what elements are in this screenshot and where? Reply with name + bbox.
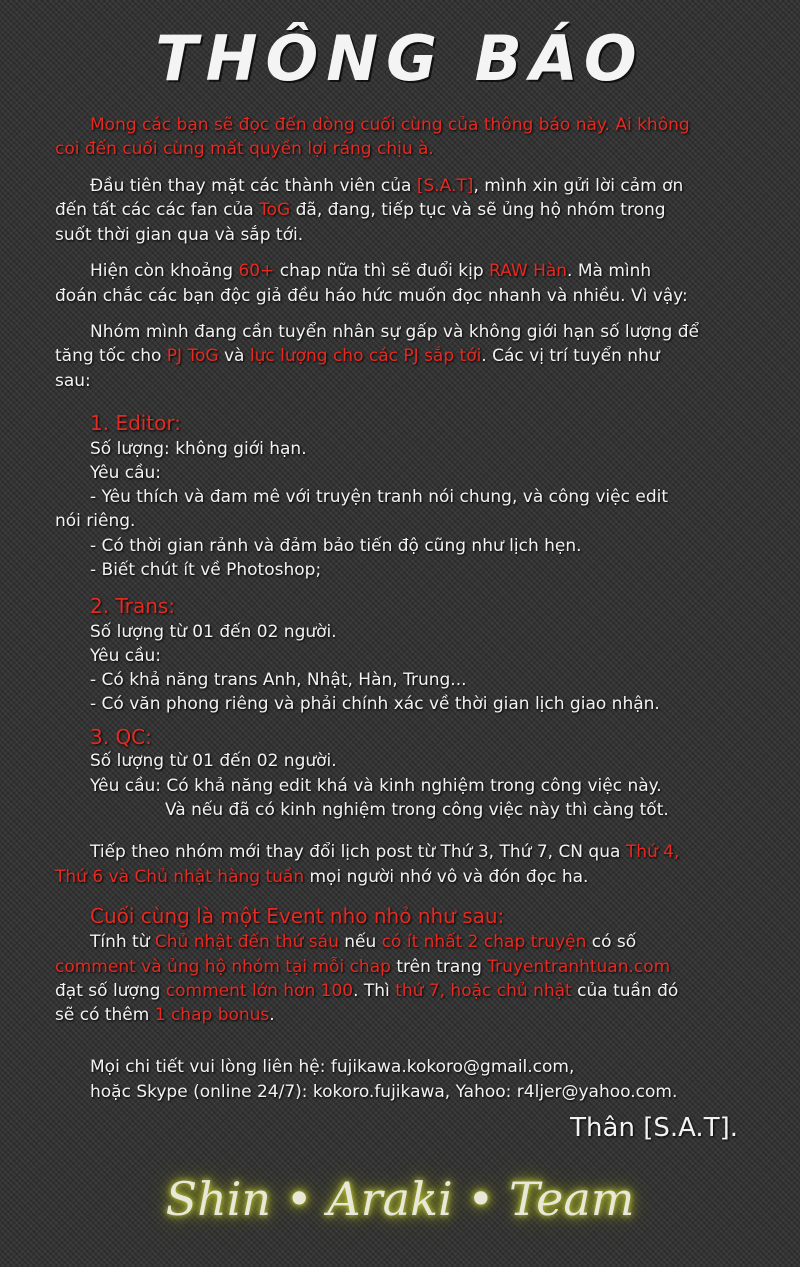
text-line [90, 931, 636, 953]
section-heading [90, 595, 175, 617]
highlighted-text: Thứ 4, [625, 842, 680, 862]
text-segment: có số [586, 932, 637, 952]
text-segment: . Các vị trí tuyển như [481, 346, 660, 366]
team-logo: Shin • Araki • Team [165, 1172, 635, 1226]
page-title: THÔNG BÁO [155, 22, 645, 95]
text-line [55, 956, 670, 978]
text-segment: Hiện còn khoảng [90, 261, 239, 281]
text-line [90, 775, 662, 797]
highlighted-text: ToG [259, 200, 291, 220]
text-segment: sau: [55, 371, 91, 391]
text-line [90, 1056, 574, 1078]
highlighted-text: Truyentranhtuan.com [487, 957, 671, 977]
text-segment: tăng tốc cho [55, 346, 167, 366]
highlighted-text: lực lượng cho các PJ sắp tới [249, 346, 482, 366]
text-line [55, 1004, 275, 1026]
text-segment: Số lượng từ 01 đến 02 người. [90, 751, 337, 771]
highlighted-text: thứ 7, hoặc chủ nhật [395, 981, 572, 1001]
text-segment: - Có khả năng trans Anh, Nhật, Hàn, Trung... [90, 670, 467, 690]
text-segment: - Biết chút ít về Photoshop; [90, 560, 322, 580]
text-segment: đến tất các các fan của [55, 200, 260, 220]
text-line [90, 321, 699, 343]
text-segment: , mình xin gửi lời cảm ơn [473, 176, 684, 196]
text-line [55, 980, 678, 1002]
highlighted-text: có ít nhất 2 chap truyện [381, 932, 587, 952]
text-line [165, 799, 669, 821]
text-line [90, 486, 668, 508]
text-segment: đạt số lượng [55, 981, 166, 1001]
highlighted-text: PJ ToG [166, 346, 219, 366]
text-line [55, 138, 434, 160]
highlighted-text: comment lớn hơn 100 [165, 981, 354, 1001]
text-segment: của tuần đó [571, 981, 679, 1001]
signature: Thân [S.A.T]. [570, 1113, 738, 1143]
highlighted-text: 3. QC: [90, 725, 152, 749]
text-line [90, 175, 683, 197]
text-segment: Mọi chi tiết vui lòng liên hệ: fujikawa.kokoro@gmail.com, [90, 1057, 575, 1077]
text-segment: đã, đang, tiếp tục và sẽ ủng hộ nhóm trong [290, 200, 666, 220]
text-segment: Đầu tiên thay mặt các thành viên của [90, 176, 417, 196]
section-heading [90, 726, 152, 748]
highlighted-text: Chủ nhật đến thứ sáu [154, 932, 339, 952]
text-segment: - Có thời gian rảnh và đảm bảo tiến độ cũng như lịch hẹn. [90, 536, 582, 556]
highlighted-text: coi đến cuối cùng mất quyền lợi ráng chịu à. [55, 139, 434, 159]
text-segment: Và nếu đã có kinh nghiệm trong công việc này thì càng tốt. [165, 800, 669, 820]
text-segment: Yêu cầu: [90, 646, 162, 666]
text-line [90, 669, 467, 691]
text-segment: sẽ có thêm [55, 1005, 155, 1025]
text-line [90, 841, 679, 863]
text-line [90, 462, 161, 484]
text-line [55, 370, 91, 392]
text-segment: - Có văn phong riêng và phải chính xác về thời gian lịch giao nhận. [90, 694, 660, 714]
text-line [90, 535, 582, 557]
text-segment: - Yêu thích và đam mê với truyện tranh nói chung, và công việc edit [90, 487, 669, 507]
text-line [55, 866, 588, 888]
text-line [55, 345, 660, 367]
text-line [55, 285, 688, 307]
text-line [90, 559, 321, 581]
text-segment: . Thì [353, 981, 396, 1001]
highlighted-text: Thứ 6 và Chủ nhật hàng tuần [55, 867, 305, 887]
text-segment: Tiếp theo nhóm mới thay đổi lịch post từ Thứ 3, Thứ 7, CN qua [90, 842, 626, 862]
text-line [90, 260, 651, 282]
highlighted-text: 2. Trans: [90, 594, 176, 618]
text-segment: chap nữa thì sẽ đuổi kịp [274, 261, 490, 281]
text-segment: nếu [338, 932, 382, 952]
text-line [90, 621, 337, 643]
text-segment: . [269, 1005, 275, 1025]
text-segment: nói riêng. [55, 511, 136, 531]
text-line [90, 693, 660, 715]
text-segment: hoặc Skype (online 24/7): kokoro.fujikawa, Yahoo: r4ljer@yahoo.com. [90, 1082, 678, 1102]
highlighted-text: 1. Editor: [90, 411, 182, 435]
text-segment: đoán chắc các bạn độc giả đều háo hức muốn đọc nhanh và nhiều. Vì vậy: [55, 286, 688, 306]
text-line [90, 645, 161, 667]
text-segment: Yêu cầu: [90, 463, 162, 483]
text-line [55, 199, 666, 221]
text-segment: trên trang [390, 957, 488, 977]
text-segment: suốt thời gian qua và sắp tới. [55, 225, 304, 245]
text-line [90, 438, 307, 460]
text-segment: Số lượng: không giới hạn. [90, 439, 307, 459]
highlighted-text: 1 chap bonus [154, 1005, 270, 1025]
highlighted-text: Mong các bạn sẽ đọc đến dòng cuối cùng của thông báo này. Ai không [90, 115, 690, 135]
text-segment: . Mà mình [567, 261, 652, 281]
text-line [55, 224, 303, 246]
section-heading [90, 412, 181, 434]
text-segment: Tính từ [90, 932, 155, 952]
text-segment: và [218, 346, 250, 366]
text-line [90, 114, 690, 136]
highlighted-text: [S.A.T] [416, 176, 474, 196]
highlighted-text: 60+ [238, 261, 275, 281]
text-line [55, 510, 135, 532]
highlighted-text: RAW Hàn [489, 261, 568, 281]
section-heading [90, 905, 504, 927]
text-segment: Số lượng từ 01 đến 02 người. [90, 622, 337, 642]
highlighted-text: comment và ủng hộ nhóm tại mỗi chap [55, 957, 391, 977]
highlighted-text: Cuối cùng là một Event nho nhỏ như sau: [90, 904, 505, 928]
text-segment: Yêu cầu: Có khả năng edit khá và kinh nghiệm trong công việc này. [90, 776, 662, 796]
text-segment: Nhóm mình đang cần tuyển nhân sự gấp và không giới hạn số lượng để [90, 322, 699, 342]
text-segment: mọi người nhớ vô và đón đọc ha. [304, 867, 589, 887]
text-line [90, 1081, 677, 1103]
text-line [90, 750, 337, 772]
